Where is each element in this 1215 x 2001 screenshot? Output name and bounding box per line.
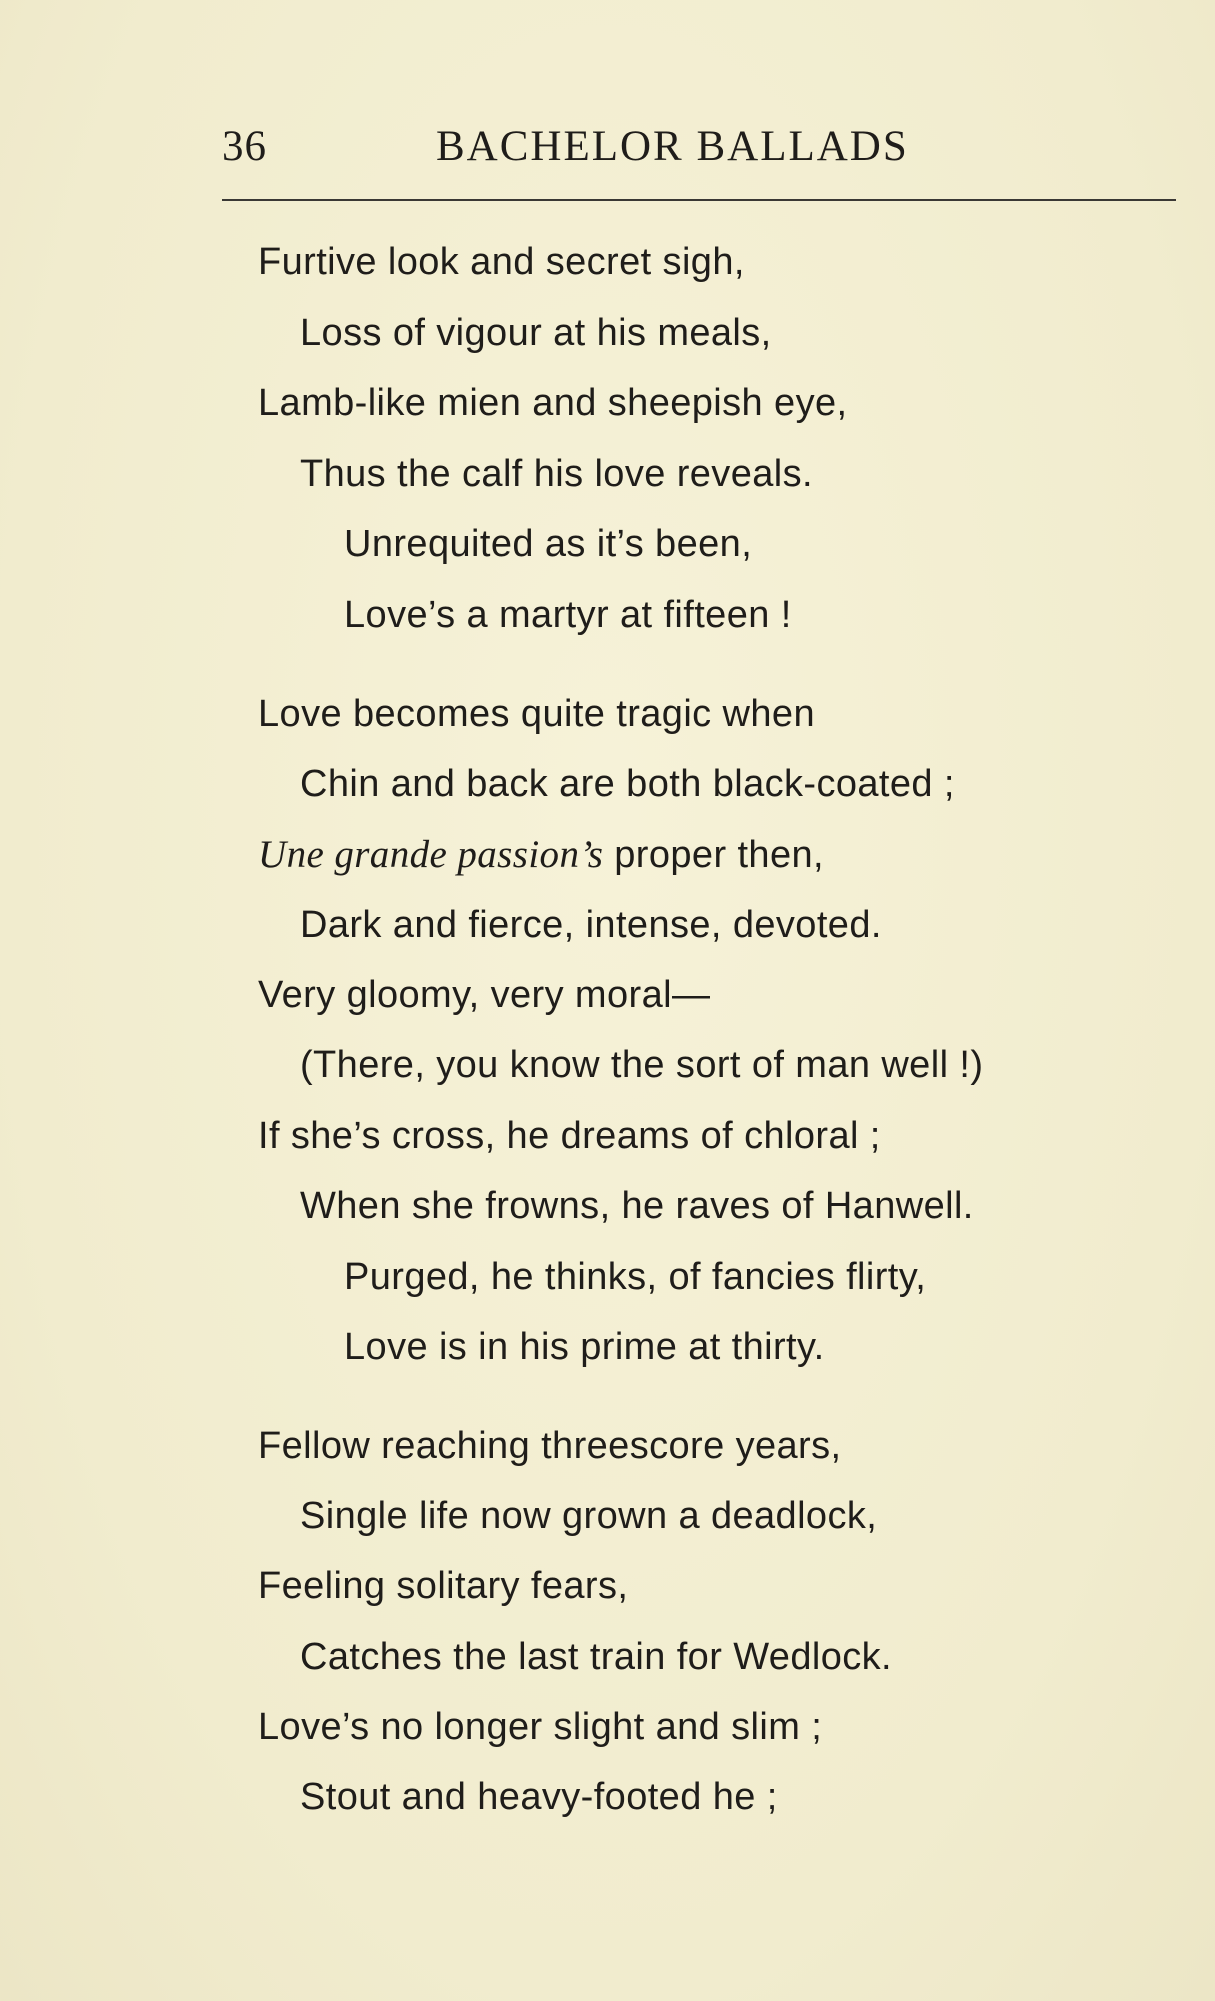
poem-line: Fellow reaching threescore years, [258,1425,842,1467]
italic-phrase: Une grande passion’s [258,833,604,876]
poem-line: Single life now grown a deadlock, [300,1495,878,1537]
poem-line: Lamb-like mien and sheepish eye, [258,382,848,424]
poem-line: Feeling solitary fears, [258,1565,629,1607]
header-rule [222,199,1176,201]
poem-line: (There, you know the sort of man well !) [300,1044,984,1086]
poem-line: Thus the calf his love reveals. [300,453,813,495]
poem-line: When she frowns, he raves of Hanwell. [300,1185,974,1227]
page-number: 36 [222,123,267,170]
poem-line: Love’s a martyr at fifteen ! [344,594,792,636]
poem-line: If she’s cross, he dreams of chloral ; [258,1115,881,1157]
poem-line: Catches the last train for Wedlock. [300,1636,892,1678]
poem-line: Purged, he thinks, of fancies flirty, [344,1256,927,1298]
poem-line: Love becomes quite tragic when [258,693,815,735]
poem-line: Chin and back are both black-coated ; [300,763,955,805]
poem-line: Unrequited as it’s been, [344,523,753,565]
poem-line: Very gloomy, very moral— [258,974,711,1016]
poem-line: Love is in his prime at thirty. [344,1326,825,1368]
poem-line: Loss of vigour at his meals, [300,312,772,354]
page-header [222,122,1172,172]
poem-line: Furtive look and secret sigh, [258,241,745,283]
poem-line: Stout and heavy-footed he ; [300,1776,778,1818]
line-rest: proper then, [603,834,824,876]
poem-line [258,833,824,877]
poem-line: Love’s no longer slight and slim ; [258,1706,823,1748]
running-title: BACHELOR BALLADS [436,123,909,170]
poem-line: Dark and fierce, intense, devoted. [300,904,882,946]
